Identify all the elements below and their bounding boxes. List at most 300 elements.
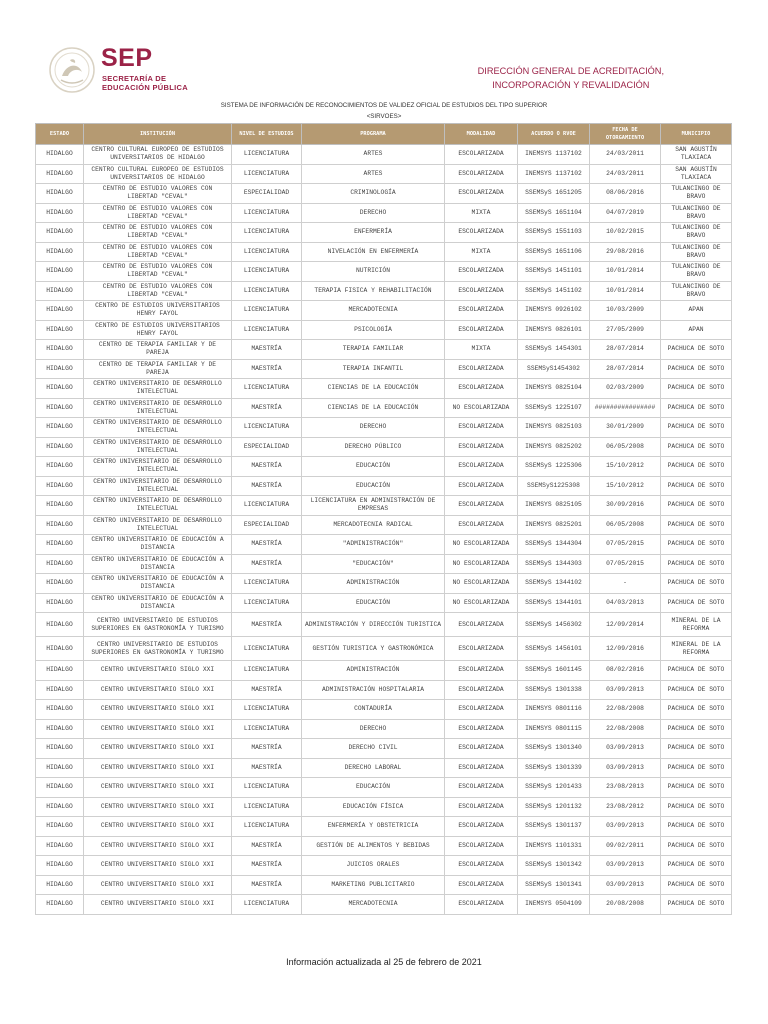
cell-estado: HIDALGO	[36, 797, 84, 817]
cell-fecha: 07/05/2015	[590, 535, 661, 555]
table-row	[36, 418, 732, 438]
cell-estado: HIDALGO	[36, 758, 84, 778]
table-row	[36, 535, 732, 555]
column-header: PROGRAMA	[302, 124, 445, 145]
cell-modalidad: ESCOLARIZADA	[445, 437, 518, 457]
cell-modalidad: ESCOLARIZADA	[445, 856, 518, 876]
cell-modalidad: NO ESCOLARIZADA	[445, 554, 518, 574]
table-body	[36, 145, 732, 915]
table-row	[36, 476, 732, 496]
cell-acuerdo: SSEMSyS 1301339	[518, 758, 590, 778]
cell-estado: HIDALGO	[36, 145, 84, 165]
cell-acuerdo: SSEMSyS 1225306	[518, 457, 590, 477]
cell-programa: ADMINISTRACIÓN Y DIRECCIÓN TURISTICA	[302, 613, 445, 637]
cell-fecha: 22/08/2008	[590, 719, 661, 739]
cell-institucion: CENTRO CULTURAL EUROPEO DE ESTUDIOS UNIVERSITARIOS DE HIDALGO	[84, 164, 232, 184]
table-row	[36, 145, 732, 165]
cell-fecha: 15/10/2012	[590, 476, 661, 496]
cell-nivel: LICENCIATURA	[232, 661, 302, 681]
cell-fecha: 27/05/2009	[590, 320, 661, 340]
cell-estado: HIDALGO	[36, 817, 84, 837]
cell-fecha: 03/09/2013	[590, 875, 661, 895]
cell-modalidad: ESCOLARIZADA	[445, 817, 518, 837]
cell-acuerdo: SSEMSyS1225308	[518, 476, 590, 496]
cell-institucion: CENTRO UNIVERSITARIO DE DESARROLLO INTELECTUAL	[84, 515, 232, 535]
cell-nivel: LICENCIATURA	[232, 637, 302, 661]
cell-municipio: PACHUCA DE SOTO	[661, 836, 732, 856]
table-row	[36, 836, 732, 856]
cell-municipio: PACHUCA DE SOTO	[661, 359, 732, 379]
cell-estado: HIDALGO	[36, 184, 84, 204]
cell-modalidad: ESCOLARIZADA	[445, 301, 518, 321]
table-row	[36, 593, 732, 613]
cell-estado: HIDALGO	[36, 554, 84, 574]
cell-institucion: CENTRO DE ESTUDIO VALORES CON LIBERTAD "CEVAL"	[84, 223, 232, 243]
cell-estado: HIDALGO	[36, 875, 84, 895]
cell-fecha: 29/08/2016	[590, 242, 661, 262]
cell-fecha: 02/03/2009	[590, 379, 661, 399]
table-row	[36, 613, 732, 637]
cell-institucion: CENTRO UNIVERSITARIO DE ESTUDIOS SUPERIORES EN GASTRONOMÍA Y TURISMO	[84, 613, 232, 637]
cell-acuerdo: SSEMSyS 1301340	[518, 739, 590, 759]
cell-fecha: 12/09/2014	[590, 613, 661, 637]
cell-programa: MARKETING PUBLICITARIO	[302, 875, 445, 895]
cell-institucion: CENTRO DE ESTUDIO VALORES CON LIBERTAD "CEVAL"	[84, 184, 232, 204]
cell-modalidad: ESCOLARIZADA	[445, 875, 518, 895]
cell-modalidad: ESCOLARIZADA	[445, 164, 518, 184]
table-row	[36, 817, 732, 837]
cell-modalidad: NO ESCOLARIZADA	[445, 593, 518, 613]
cell-institucion: CENTRO CULTURAL EUROPEO DE ESTUDIOS UNIVERSITARIOS DE HIDALGO	[84, 145, 232, 165]
cell-estado: HIDALGO	[36, 661, 84, 681]
cell-institucion: CENTRO UNIVERSITARIO SIGLO XXI	[84, 778, 232, 798]
cell-estado: HIDALGO	[36, 700, 84, 720]
cell-institucion: CENTRO UNIVERSITARIO DE EDUCACIÓN A DISTANCIA	[84, 593, 232, 613]
cell-municipio: PACHUCA DE SOTO	[661, 875, 732, 895]
cell-modalidad: ESCOLARIZADA	[445, 476, 518, 496]
cell-programa: EDUCACIÓN	[302, 778, 445, 798]
directorate-title-line1: DIRECCIÓN GENERAL DE ACREDITACIÓN,	[477, 66, 664, 76]
table-row	[36, 437, 732, 457]
cell-nivel: LICENCIATURA	[232, 895, 302, 915]
cell-fecha: 30/01/2009	[590, 418, 661, 438]
cell-modalidad: ESCOLARIZADA	[445, 637, 518, 661]
cell-estado: HIDALGO	[36, 223, 84, 243]
cell-fecha: 04/03/2013	[590, 593, 661, 613]
cell-nivel: LICENCIATURA	[232, 242, 302, 262]
cell-modalidad: MIXTA	[445, 340, 518, 360]
cell-fecha: 07/05/2015	[590, 554, 661, 574]
cell-acuerdo: INEMSYS 0926102	[518, 301, 590, 321]
cell-municipio: PACHUCA DE SOTO	[661, 554, 732, 574]
cell-modalidad: ESCOLARIZADA	[445, 262, 518, 282]
cell-estado: HIDALGO	[36, 535, 84, 555]
cell-fecha: 10/02/2015	[590, 223, 661, 243]
cell-institucion: CENTRO DE ESTUDIOS UNIVERSITARIOS HENRY FAYOL	[84, 320, 232, 340]
cell-programa: EDUCACIÓN FÍSICA	[302, 797, 445, 817]
cell-institucion: CENTRO UNIVERSITARIO DE DESARROLLO INTELECTUAL	[84, 418, 232, 438]
cell-modalidad: NO ESCOLARIZADA	[445, 398, 518, 418]
cell-institucion: CENTRO DE ESTUDIO VALORES CON LIBERTAD "CEVAL"	[84, 281, 232, 301]
cell-institucion: CENTRO UNIVERSITARIO SIGLO XXI	[84, 739, 232, 759]
cell-institucion: CENTRO UNIVERSITARIO DE DESARROLLO INTELECTUAL	[84, 398, 232, 418]
cell-institucion: CENTRO DE TERAPIA FAMILIAR Y DE PAREJA	[84, 359, 232, 379]
cell-acuerdo: SSEMSyS 1344101	[518, 593, 590, 613]
cell-programa: DERECHO PÚBLICO	[302, 437, 445, 457]
cell-modalidad: ESCOLARIZADA	[445, 320, 518, 340]
cell-institucion: CENTRO UNIVERSITARIO DE EDUCACIÓN A DISTANCIA	[84, 554, 232, 574]
column-header: MUNICIPIO	[661, 124, 732, 145]
table-row	[36, 223, 732, 243]
cell-modalidad: ESCOLARIZADA	[445, 836, 518, 856]
cell-programa: EDUCACIÓN	[302, 457, 445, 477]
column-header: INSTITUCIÓN	[84, 124, 232, 145]
cell-modalidad: ESCOLARIZADA	[445, 379, 518, 399]
cell-programa: EDUCACIÓN	[302, 476, 445, 496]
table-row	[36, 875, 732, 895]
table-row	[36, 637, 732, 661]
cell-acuerdo: SSEMSyS 1301341	[518, 875, 590, 895]
cell-institucion: CENTRO UNIVERSITARIO SIGLO XXI	[84, 797, 232, 817]
cell-institucion: CENTRO UNIVERSITARIO SIGLO XXI	[84, 680, 232, 700]
cell-estado: HIDALGO	[36, 379, 84, 399]
table-row	[36, 719, 732, 739]
table-header-row	[36, 124, 732, 145]
cell-nivel: MAESTRÍA	[232, 836, 302, 856]
cell-modalidad: NO ESCOLARIZADA	[445, 574, 518, 594]
cell-municipio: SAN AGUSTÍN TLAXIACA	[661, 164, 732, 184]
cell-institucion: CENTRO UNIVERSITARIO DE ESTUDIOS SUPERIORES EN GASTRONOMÍA Y TURISMO	[84, 637, 232, 661]
cell-modalidad: ESCOLARIZADA	[445, 661, 518, 681]
cell-estado: HIDALGO	[36, 476, 84, 496]
cell-fecha: 23/08/2012	[590, 797, 661, 817]
table-row	[36, 242, 732, 262]
cell-nivel: LICENCIATURA	[232, 496, 302, 516]
column-header: ESTADO	[36, 124, 84, 145]
cell-programa: TERAPIA FISICA Y REHABILITACIÓN	[302, 281, 445, 301]
cell-institucion: CENTRO UNIVERSITARIO SIGLO XXI	[84, 700, 232, 720]
table-row	[36, 203, 732, 223]
cell-acuerdo: SSEMSyS 1344102	[518, 574, 590, 594]
cell-programa: NUTRICIÓN	[302, 262, 445, 282]
table-row	[36, 778, 732, 798]
cell-municipio: PACHUCA DE SOTO	[661, 797, 732, 817]
cell-municipio: PACHUCA DE SOTO	[661, 700, 732, 720]
cell-acuerdo: SSEMSyS 1454301	[518, 340, 590, 360]
cell-nivel: LICENCIATURA	[232, 778, 302, 798]
cell-programa: ENFERMERÍA	[302, 223, 445, 243]
cell-estado: HIDALGO	[36, 164, 84, 184]
cell-municipio: MINERAL DE LA REFORMA	[661, 613, 732, 637]
cell-institucion: CENTRO DE ESTUDIOS UNIVERSITARIOS HENRY FAYOL	[84, 301, 232, 321]
system-acronym: <SIRVOES>	[366, 113, 402, 120]
cell-fecha: 04/07/2019	[590, 203, 661, 223]
table-row	[36, 574, 732, 594]
cell-institucion: CENTRO UNIVERSITARIO DE DESARROLLO INTELECTUAL	[84, 437, 232, 457]
cell-fecha: 03/09/2013	[590, 817, 661, 837]
table-row	[36, 281, 732, 301]
cell-estado: HIDALGO	[36, 515, 84, 535]
system-title: SISTEMA DE INFORMACIÓN DE RECONOCIMIENTOS DE VALIDEZ OFICIAL DE ESTUDIOS DEL TIPO SUPERIOR	[220, 102, 548, 109]
cell-nivel: MAESTRÍA	[232, 457, 302, 477]
cell-nivel: LICENCIATURA	[232, 418, 302, 438]
cell-nivel: LICENCIATURA	[232, 262, 302, 282]
cell-acuerdo: INEMSYS 0825201	[518, 515, 590, 535]
cell-modalidad: ESCOLARIZADA	[445, 359, 518, 379]
cell-nivel: LICENCIATURA	[232, 223, 302, 243]
cell-fecha: 24/03/2011	[590, 145, 661, 165]
cell-fecha: ################	[590, 398, 661, 418]
cell-nivel: MAESTRÍA	[232, 398, 302, 418]
cell-institucion: CENTRO UNIVERSITARIO SIGLO XXI	[84, 856, 232, 876]
cell-fecha: 08/02/2016	[590, 661, 661, 681]
cell-modalidad: NO ESCOLARIZADA	[445, 535, 518, 555]
cell-nivel: MAESTRÍA	[232, 476, 302, 496]
table-row	[36, 379, 732, 399]
cell-modalidad: ESCOLARIZADA	[445, 515, 518, 535]
table-row	[36, 184, 732, 204]
cell-modalidad: MIXTA	[445, 242, 518, 262]
cell-modalidad: ESCOLARIZADA	[445, 719, 518, 739]
column-header: NIVEL DE ESTUDIOS	[232, 124, 302, 145]
cell-acuerdo: SSEMSyS1454302	[518, 359, 590, 379]
cell-nivel: ESPECIALIDAD	[232, 515, 302, 535]
cell-fecha: 23/08/2013	[590, 778, 661, 798]
cell-programa: JUICIOS ORALES	[302, 856, 445, 876]
cell-modalidad: ESCOLARIZADA	[445, 496, 518, 516]
cell-modalidad: MIXTA	[445, 203, 518, 223]
table-row	[36, 398, 732, 418]
cell-programa: GESTIÓN DE ALIMENTOS Y BEBIDAS	[302, 836, 445, 856]
cell-programa: ADMINISTRACIÓN	[302, 574, 445, 594]
cell-estado: HIDALGO	[36, 637, 84, 661]
cell-programa: "EDUCACIÓN"	[302, 554, 445, 574]
cell-modalidad: ESCOLARIZADA	[445, 700, 518, 720]
cell-estado: HIDALGO	[36, 359, 84, 379]
cell-programa: DERECHO	[302, 418, 445, 438]
cell-municipio: PACHUCA DE SOTO	[661, 515, 732, 535]
table-row	[36, 680, 732, 700]
cell-acuerdo: INEMSYS 0801115	[518, 719, 590, 739]
cell-municipio: TULANCINGO DE BRAVO	[661, 184, 732, 204]
cell-estado: HIDALGO	[36, 856, 84, 876]
update-note: Información actualizada al 25 de febrero de 2021	[286, 957, 482, 967]
cell-modalidad: ESCOLARIZADA	[445, 778, 518, 798]
cell-programa: DERECHO CIVIL	[302, 739, 445, 759]
cell-fecha: 03/09/2013	[590, 739, 661, 759]
cell-fecha: 06/05/2008	[590, 515, 661, 535]
cell-modalidad: ESCOLARIZADA	[445, 895, 518, 915]
cell-institucion: CENTRO DE ESTUDIO VALORES CON LIBERTAD "CEVAL"	[84, 262, 232, 282]
cell-municipio: APAN	[661, 320, 732, 340]
cell-nivel: MAESTRÍA	[232, 856, 302, 876]
cell-municipio: TULANCINGO DE BRAVO	[661, 281, 732, 301]
table-row	[36, 856, 732, 876]
table-row	[36, 340, 732, 360]
cell-acuerdo: SSEMSyS 1344303	[518, 554, 590, 574]
cell-acuerdo: SSEMSyS 1451101	[518, 262, 590, 282]
cell-fecha: 10/01/2014	[590, 262, 661, 282]
cell-estado: HIDALGO	[36, 340, 84, 360]
cell-estado: HIDALGO	[36, 895, 84, 915]
cell-estado: HIDALGO	[36, 836, 84, 856]
cell-institucion: CENTRO UNIVERSITARIO SIGLO XXI	[84, 661, 232, 681]
cell-municipio: PACHUCA DE SOTO	[661, 680, 732, 700]
cell-programa: CIENCIAS DE LA EDUCACIÓN	[302, 379, 445, 399]
cell-estado: HIDALGO	[36, 680, 84, 700]
cell-municipio: PACHUCA DE SOTO	[661, 535, 732, 555]
cell-acuerdo: SSEMSyS 1456101	[518, 637, 590, 661]
cell-estado: HIDALGO	[36, 242, 84, 262]
cell-institucion: CENTRO UNIVERSITARIO SIGLO XXI	[84, 758, 232, 778]
cell-acuerdo: SSEMSyS 1301137	[518, 817, 590, 837]
cell-acuerdo: INEMSYS 1101331	[518, 836, 590, 856]
cell-programa: GESTIÓN TURISTICA Y GASTRONÓMICA	[302, 637, 445, 661]
cell-fecha: 22/08/2008	[590, 700, 661, 720]
cell-nivel: MAESTRÍA	[232, 680, 302, 700]
cell-modalidad: ESCOLARIZADA	[445, 758, 518, 778]
sep-logo-text: SEP	[101, 44, 153, 72]
cell-municipio: PACHUCA DE SOTO	[661, 719, 732, 739]
mexican-eagle-emblem-icon	[48, 46, 96, 94]
cell-municipio: SAN AGUSTÍN TLAXIACA	[661, 145, 732, 165]
cell-fecha: 06/05/2008	[590, 437, 661, 457]
cell-municipio: TULANCINGO DE BRAVO	[661, 223, 732, 243]
cell-nivel: LICENCIATURA	[232, 164, 302, 184]
cell-nivel: ESPECIALIDAD	[232, 184, 302, 204]
cell-municipio: PACHUCA DE SOTO	[661, 476, 732, 496]
cell-institucion: CENTRO DE ESTUDIO VALORES CON LIBERTAD "CEVAL"	[84, 242, 232, 262]
cell-modalidad: ESCOLARIZADA	[445, 457, 518, 477]
cell-fecha: 03/09/2013	[590, 758, 661, 778]
cell-fecha: 10/03/2009	[590, 301, 661, 321]
cell-nivel: LICENCIATURA	[232, 203, 302, 223]
cell-modalidad: ESCOLARIZADA	[445, 184, 518, 204]
table-row	[36, 457, 732, 477]
cell-programa: DERECHO	[302, 203, 445, 223]
table-row	[36, 758, 732, 778]
cell-municipio: TULANCINGO DE BRAVO	[661, 203, 732, 223]
cell-acuerdo: INEMSYS 0825202	[518, 437, 590, 457]
cell-municipio: PACHUCA DE SOTO	[661, 739, 732, 759]
cell-fecha: 08/06/2016	[590, 184, 661, 204]
table-row	[36, 739, 732, 759]
cell-nivel: MAESTRÍA	[232, 758, 302, 778]
cell-municipio: APAN	[661, 301, 732, 321]
cell-municipio: PACHUCA DE SOTO	[661, 496, 732, 516]
cell-fecha: 24/03/2011	[590, 164, 661, 184]
cell-institucion: CENTRO UNIVERSITARIO DE DESARROLLO INTELECTUAL	[84, 476, 232, 496]
cell-estado: HIDALGO	[36, 778, 84, 798]
column-header: FECHA DE OTORGAMIENTO	[590, 124, 661, 145]
cell-municipio: PACHUCA DE SOTO	[661, 574, 732, 594]
cell-programa: PSICOLOGÍA	[302, 320, 445, 340]
table-row	[36, 164, 732, 184]
cell-acuerdo: INEMSYS 1137102	[518, 164, 590, 184]
cell-acuerdo: INEMSYS 0801116	[518, 700, 590, 720]
cell-programa: TERAPIA INFANTIL	[302, 359, 445, 379]
cell-estado: HIDALGO	[36, 739, 84, 759]
cell-nivel: MAESTRÍA	[232, 340, 302, 360]
cell-programa: DERECHO	[302, 719, 445, 739]
table-row	[36, 262, 732, 282]
cell-modalidad: ESCOLARIZADA	[445, 797, 518, 817]
cell-fecha: 10/01/2014	[590, 281, 661, 301]
cell-acuerdo: INEMSYS 0504109	[518, 895, 590, 915]
cell-municipio: PACHUCA DE SOTO	[661, 593, 732, 613]
cell-acuerdo: SSEMSyS 1651205	[518, 184, 590, 204]
cell-programa: CRIMINOLOGÍA	[302, 184, 445, 204]
cell-programa: DERECHO LABORAL	[302, 758, 445, 778]
page-header	[0, 0, 768, 100]
cell-nivel: LICENCIATURA	[232, 593, 302, 613]
cell-institucion: CENTRO UNIVERSITARIO DE EDUCACIÓN A DISTANCIA	[84, 535, 232, 555]
cell-acuerdo: INEMSYS 1137102	[518, 145, 590, 165]
table-row	[36, 797, 732, 817]
cell-fecha: 28/07/2014	[590, 340, 661, 360]
cell-acuerdo: SSEMSyS 1301338	[518, 680, 590, 700]
cell-institucion: CENTRO UNIVERSITARIO SIGLO XXI	[84, 836, 232, 856]
cell-estado: HIDALGO	[36, 457, 84, 477]
cell-estado: HIDALGO	[36, 613, 84, 637]
cell-programa: MERCADOTECNIA RADICAL	[302, 515, 445, 535]
cell-institucion: CENTRO DE ESTUDIO VALORES CON LIBERTAD "CEVAL"	[84, 203, 232, 223]
cell-municipio: PACHUCA DE SOTO	[661, 437, 732, 457]
cell-acuerdo: SSEMSyS 1601145	[518, 661, 590, 681]
cell-modalidad: ESCOLARIZADA	[445, 145, 518, 165]
cell-municipio: PACHUCA DE SOTO	[661, 340, 732, 360]
cell-nivel: MAESTRÍA	[232, 554, 302, 574]
cell-acuerdo: SSEMSyS 1225107	[518, 398, 590, 418]
table-row	[36, 320, 732, 340]
cell-fecha: 03/09/2013	[590, 680, 661, 700]
table-row	[36, 301, 732, 321]
cell-programa: CONTADURÍA	[302, 700, 445, 720]
cell-institucion: CENTRO UNIVERSITARIO SIGLO XXI	[84, 895, 232, 915]
cell-nivel: MAESTRÍA	[232, 739, 302, 759]
cell-nivel: LICENCIATURA	[232, 817, 302, 837]
cell-nivel: LICENCIATURA	[232, 700, 302, 720]
cell-fecha: 20/08/2008	[590, 895, 661, 915]
sep-logo	[48, 46, 238, 96]
cell-acuerdo: INEMSYS 0825103	[518, 418, 590, 438]
cell-institucion: CENTRO UNIVERSITARIO DE DESARROLLO INTELECTUAL	[84, 379, 232, 399]
cell-fecha: -	[590, 574, 661, 594]
cell-municipio: PACHUCA DE SOTO	[661, 379, 732, 399]
cell-estado: HIDALGO	[36, 301, 84, 321]
cell-programa: CIENCIAS DE LA EDUCACIÓN	[302, 398, 445, 418]
cell-nivel: LICENCIATURA	[232, 379, 302, 399]
directorate-title	[478, 64, 664, 92]
cell-nivel: LICENCIATURA	[232, 145, 302, 165]
cell-fecha: 09/02/2011	[590, 836, 661, 856]
directorate-title-line2: INCORPORACIÓN Y REVALIDACIÓN	[492, 80, 650, 90]
table-row	[36, 661, 732, 681]
sep-logo-subtitle-line1: SECRETARÍA DE	[102, 74, 167, 83]
cell-estado: HIDALGO	[36, 593, 84, 613]
cell-institucion: CENTRO UNIVERSITARIO DE DESARROLLO INTELECTUAL	[84, 457, 232, 477]
cell-estado: HIDALGO	[36, 574, 84, 594]
cell-fecha: 12/09/2016	[590, 637, 661, 661]
cell-municipio: TULANCINGO DE BRAVO	[661, 242, 732, 262]
cell-nivel: MAESTRÍA	[232, 875, 302, 895]
cell-modalidad: ESCOLARIZADA	[445, 223, 518, 243]
cell-programa: MERCADOTECNIA	[302, 301, 445, 321]
cell-institucion: CENTRO UNIVERSITARIO DE EDUCACIÓN A DISTANCIA	[84, 574, 232, 594]
table-row	[36, 700, 732, 720]
cell-programa: LICENCIATURA EN ADMINISTRACIÓN DE EMPRESAS	[302, 496, 445, 516]
cell-acuerdo: SSEMSyS 1451102	[518, 281, 590, 301]
